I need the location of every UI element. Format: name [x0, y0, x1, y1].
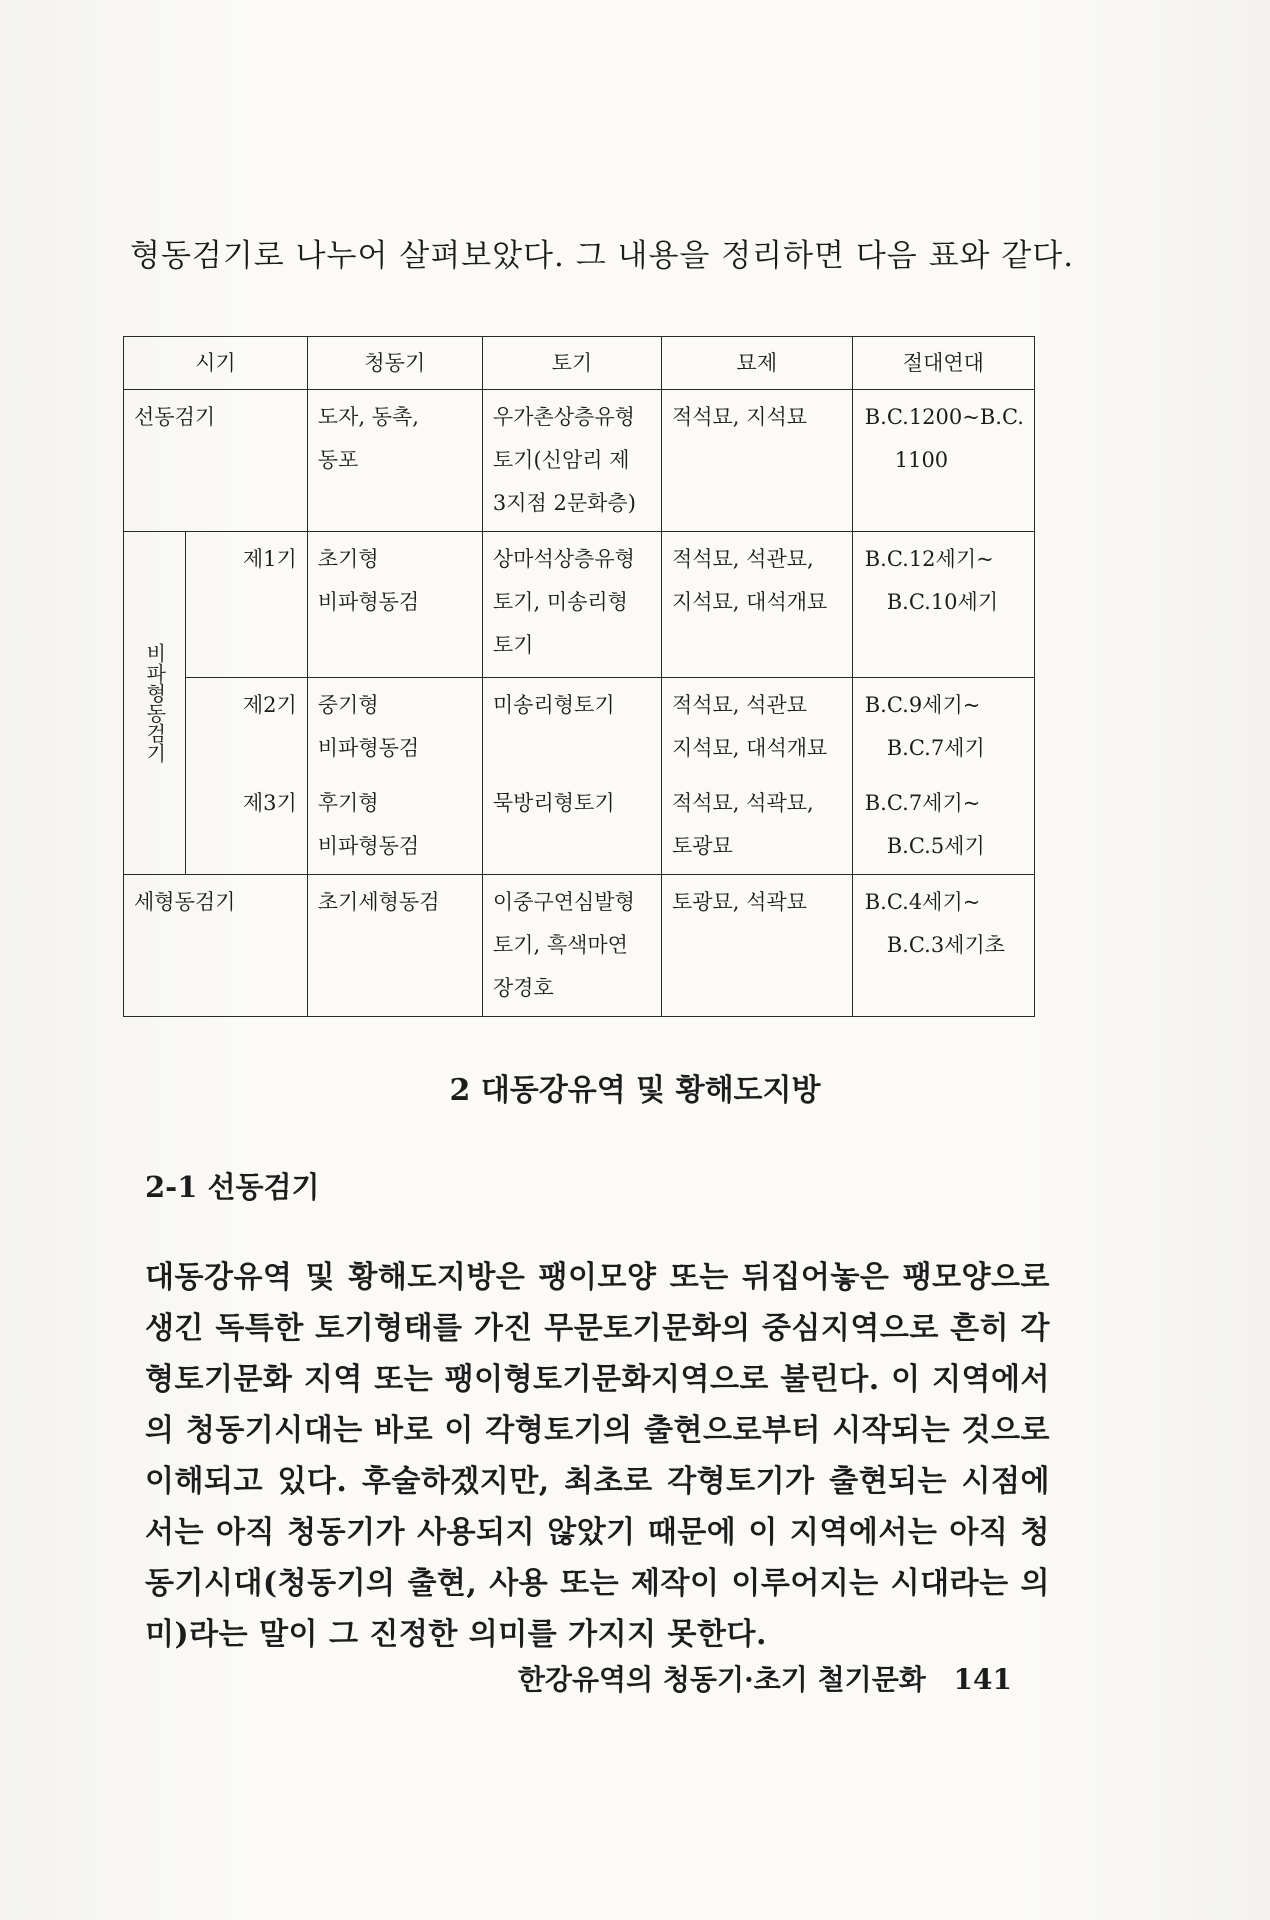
date-cell: [852, 532, 1034, 678]
pottery-cell: [482, 875, 661, 1017]
sub-period-label: 제3기: [185, 776, 307, 875]
table-row: [124, 678, 1035, 777]
cell-line: 동포: [317, 448, 359, 472]
cell-line: B.C.7세기: [886, 736, 985, 760]
date-cell: [852, 390, 1034, 532]
tomb-cell: [661, 532, 852, 678]
cell-line: 장경호: [492, 976, 554, 1000]
cell-line: 비파형동검: [317, 736, 420, 760]
cell-line: 토기: [492, 633, 534, 657]
period-cell: 세형동검기: [124, 875, 308, 1017]
tomb-cell: 적석묘, 지석묘: [661, 390, 852, 532]
bronze-cell: [307, 532, 482, 678]
tomb-cell: [661, 678, 852, 777]
cell-line: 후기형: [317, 791, 379, 815]
cell-line: 비파형동검: [317, 590, 420, 614]
cell-line: B.C.1200~B.C.: [864, 405, 1024, 429]
header-pottery: 토기: [482, 337, 661, 390]
cell-line: 토광묘: [671, 834, 733, 858]
cell-line: 1100: [894, 448, 949, 472]
cell-line: 적석묘, 석관묘: [671, 693, 808, 717]
cell-line: B.C.9세기~: [864, 693, 981, 717]
cell-line: 적석묘, 석곽묘,: [671, 791, 814, 815]
intro-text: 형동검기로 나누어 살펴보았다. 그 내용을 정리하면 다음 표와 같다.: [130, 238, 1075, 274]
tomb-cell: 토광묘, 석곽묘: [661, 875, 852, 1017]
bronze-cell: [307, 776, 482, 875]
running-title: 한강유역의 청동기·초기 철기문화: [517, 1663, 926, 1696]
table-row: [124, 532, 1035, 678]
body-paragraph: 대동강유역 및 황해도지방은 팽이모양 또는 뒤집어놓은 팽모양으로 생긴 독특한 토기형태를 가진 무문토기문화의 중심지역으로 흔히 각형토기문화 지역 또는 팽이형토기문화지역으로 불린다. 이 지역에서의 청동기시대는 바로 이 각형토기의 출현으로부터 시작되는 것으로 이해되고 있다. 후술하겠지만, 최초로 각형토기가 출현되는 시점에서는 아직 청동기가 사용되지 않았기 때문에 이 지역에서는 아직 청동기시대(청동기의 출현, 사용 또는 제작이 이루어지는 시대라는 의미)라는 말이 그 진정한 의미를 가지지 못한다.: [145, 1260, 1050, 1652]
header-bronze: 청동기: [307, 337, 482, 390]
cell-line: 지석묘, 대석개묘: [671, 590, 828, 614]
cell-line: 우가촌상층유형: [492, 405, 635, 429]
cell-line: 3지점 2문화층): [492, 491, 636, 515]
tomb-cell: [661, 776, 852, 875]
table-row: [124, 776, 1035, 875]
sub-period-label: 제1기: [185, 532, 307, 678]
cell-line: B.C.12세기~: [864, 547, 994, 571]
cell-line: B.C.10세기: [886, 590, 999, 614]
date-cell: [852, 678, 1034, 777]
table-row: [124, 875, 1035, 1017]
cell-line: 초기형: [317, 547, 379, 571]
cell-line: 비파형동검: [317, 834, 420, 858]
cell-line: 도자, 동촉,: [317, 405, 419, 429]
cell-line: 토기, 미송리형: [492, 590, 628, 614]
group-label: 비파형동검기: [124, 532, 186, 875]
cell-line: 적석묘, 석관묘,: [671, 547, 814, 571]
page-number: 141: [953, 1663, 1012, 1696]
cell-line: 토기(신암리 제: [492, 448, 630, 472]
pottery-cell: 미송리형토기: [482, 678, 661, 777]
section-title: 2 대동강유역 및 황해도지방: [449, 1073, 821, 1108]
cell-line: 이중구연심발형: [492, 890, 635, 914]
table-row: [124, 390, 1035, 532]
bronze-cell: [307, 390, 482, 532]
date-cell: [852, 776, 1034, 875]
cell-line: 토기, 흑색마연: [492, 933, 628, 957]
cell-line: B.C.3세기초: [886, 933, 1006, 957]
header-date: 절대연대: [852, 337, 1034, 390]
cell-line: 상마석상층유형: [492, 547, 635, 571]
date-cell: [852, 875, 1034, 1017]
cell-line: B.C.7세기~: [864, 791, 981, 815]
pottery-cell: [482, 390, 661, 532]
cell-line: 지석묘, 대석개묘: [671, 736, 828, 760]
pottery-cell: 묵방리형토기: [482, 776, 661, 875]
period-cell: 선동검기: [124, 390, 308, 532]
sub-period-label: 제2기: [185, 678, 307, 777]
page-footer: [518, 1658, 1012, 1698]
chronology-table: [123, 336, 1035, 1017]
cell-line: 중기형: [317, 693, 379, 717]
subsection-title: 2-1 선동검기: [145, 1170, 320, 1204]
bronze-cell: [307, 678, 482, 777]
bronze-cell: 초기세형동검: [307, 875, 482, 1017]
cell-line: B.C.5세기: [886, 834, 985, 858]
header-tomb: 묘제: [661, 337, 852, 390]
header-period: 시기: [124, 337, 308, 390]
table-header-row: [124, 337, 1035, 390]
cell-line: B.C.4세기~: [864, 890, 981, 914]
pottery-cell: [482, 532, 661, 678]
